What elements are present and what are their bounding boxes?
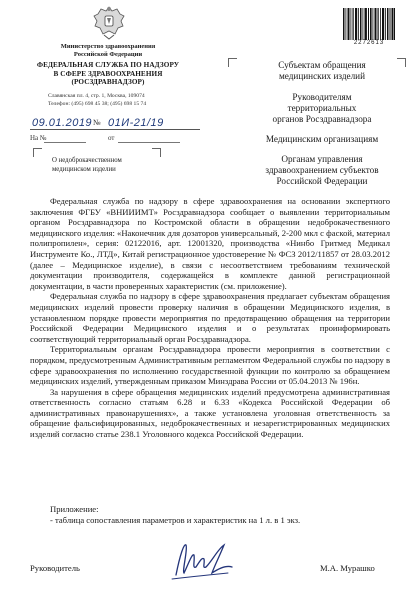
barcode-number: 2272613	[353, 40, 385, 46]
in-reply-number-line	[44, 142, 86, 143]
addressee-4-line-2: здравоохранением субъектов	[265, 165, 379, 175]
address-line-1: Славянская пл. 4, стр. 1, Москва, 109074	[48, 93, 145, 99]
addressee-distributors	[242, 60, 402, 82]
reference-date: 09.01.2019	[32, 117, 93, 129]
signature-icon	[168, 535, 238, 585]
addressee-medical-organizations	[242, 134, 402, 145]
reference-row	[30, 116, 220, 132]
reference-number-label: №	[93, 118, 101, 127]
in-reply-label: На №	[30, 134, 47, 142]
subject-line-1: О недоброкачественном	[52, 157, 122, 164]
reference-number: 01И-21/19	[108, 117, 164, 129]
subject-line-2: медицинском изделии	[52, 165, 116, 173]
addressee-territorial-heads	[242, 92, 402, 125]
letter-body	[30, 196, 390, 440]
signer-name: М.А. Мурашко	[320, 563, 375, 573]
service-line-1: ФЕДЕРАЛЬНАЯ СЛУЖБА ПО НАДЗОРУ	[36, 61, 180, 69]
body-paragraph-1: Федеральная служба по надзору в сфере здравоохранения на основании экспертного заключения ФГБУ «ВНИИИМТ» Росздравнадзора сообщает о выявлении территориальным органом Росздравнадзора по Костромской области в обращении недоброкачественного медицинского изделия: «Наконечник для дозаторов универсальный, 2-200 мкл с фаской, материал полипропилен», серия: 02122016, арт. 12001320, производства «Нинбо Гритмед Медикал Инструменте Ко., ЛТД», Китай регистрационное удостоверение № ФСЗ 2012/11857 от 28.03.2012 (далее – Медицинское изделие), в связи с несоответствием требованиям технической документации производителя, содержащейся в комплекте данной регистрационной документации, в части проверенных характеристик (см. приложение).	[30, 196, 390, 291]
reference-underline	[30, 129, 200, 130]
addressee-2-line-2: территориальных	[287, 103, 357, 113]
signer-title: Руководитель	[30, 563, 80, 573]
body-paragraph-3: Территориальным органам Росздравнадзора провести мероприятия в соответствии с порядком, предусмотренным Административным регламентом Федеральной службы по надзору в сфере здравоохранения по исполнению государственной функции по контролю за обращением медицинских изделий, утвержденным приказом Минздрава России от 05.04.2013 № 196н.	[30, 344, 391, 387]
body-paragraph-2: Федеральная служба по надзору в сфере здравоохранения предлагает субъектам обращения медицинских изделий провести проверку наличия в обращении Медицинского изделия, в установленном порядке провести мероприятия по предотвращению обращения на территории Российской Федерации Медицинского изделия и о результатах проинформировать соответствующий территориальный орган Росздравнадзора.	[30, 291, 390, 344]
addressee-health-authorities	[242, 154, 402, 187]
barcode-icon	[343, 8, 395, 40]
in-reply-row	[30, 134, 210, 146]
addressee-1-line-1: Субъектам обращения	[278, 60, 366, 70]
subject-bracket-left	[33, 148, 42, 157]
addressee-bracket-left	[228, 58, 237, 67]
emblem-icon	[93, 4, 125, 40]
addressee-1-line-2: медицинских изделий	[278, 71, 365, 81]
subject-bracket-right	[152, 148, 161, 157]
service-name	[20, 61, 196, 87]
body-paragraph-4: За нарушения в сфере обращения медицинских изделий предусмотрена административная ответственность согласно статьям 6.28 и 6.33 «Кодекса Российской Федерации об административных правонарушениях», а также установлена уголовная ответственность за обращение фальсифицированных, недоброкачественных и незарегистрированных медицинских изделий согласно статье 238.1 Уголовного кодекса Российской Федерации.	[30, 386, 390, 440]
addressee-3-line-1: Медицинским организациям	[265, 134, 379, 144]
addressee-4-line-3: Российской Федерации	[276, 176, 368, 186]
ministry-line-1: Министерство здравоохранения	[60, 43, 156, 50]
ministry-line-2: Российской Федерации	[73, 51, 143, 58]
addressee-4-line-1: Органам управления	[281, 154, 363, 164]
service-line-3: (РОСЗДРАВНАДЗОР)	[71, 78, 145, 86]
in-reply-date-line	[118, 142, 180, 143]
addressee-2-line-3: органов Росздравнадзора	[272, 114, 372, 124]
in-reply-date-label: от	[108, 134, 115, 142]
attachment-block	[50, 504, 390, 525]
service-line-2: В СФЕРЕ ЗДРАВООХРАНЕНИЯ	[53, 69, 163, 78]
subject-note	[52, 157, 182, 174]
address-line-2: Телефон: (495) 698 45 38; (495) 698 15 74	[48, 100, 147, 107]
addressee-2-line-1: Руководителям	[292, 92, 352, 102]
ministry-name	[20, 43, 196, 59]
attachment-item: - таблица сопоставления параметров и характеристик на 1 л. в 1 экз.	[50, 514, 301, 525]
sender-address	[20, 93, 196, 108]
attachment-label: Приложение:	[50, 504, 99, 514]
